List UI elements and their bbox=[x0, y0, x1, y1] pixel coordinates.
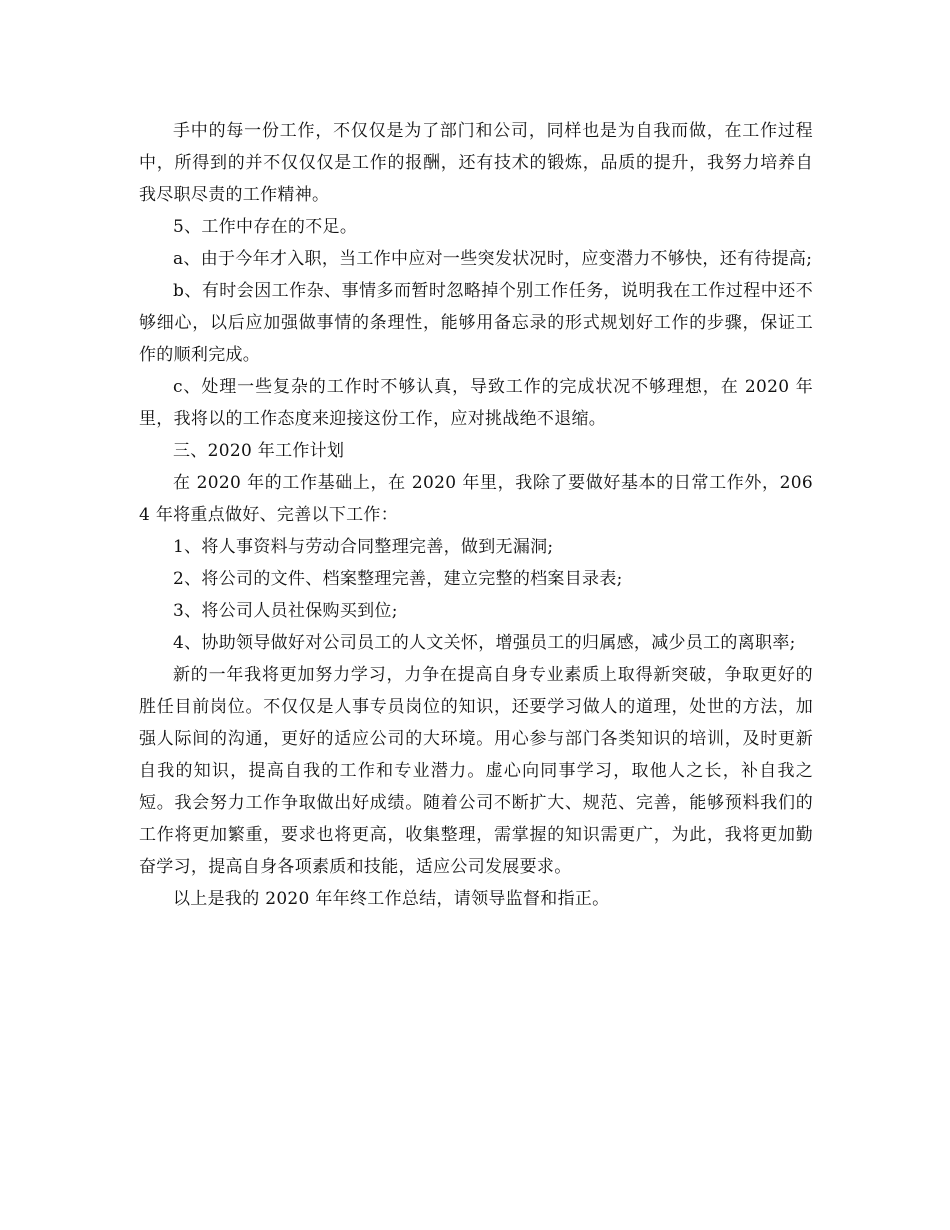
document-page bbox=[139, 115, 813, 915]
paragraph-shortcoming-b: b、有时会因工作杂、事情多而暂时忽略掉个别工作任务，说明我在工作过程中还不够细心，以后应加强做事情的条理性，能够用备忘录的形式规划好工作的步骤，保证工作的顺利完成。 bbox=[139, 281, 813, 365]
paragraph-shortcoming-a: a、由于今年才入职，当工作中应对一些突发状况时，应变潜力不够快，还有待提高; bbox=[173, 249, 813, 269]
paragraph-plan-intro: 在 2020 年的工作基础上，在 2020 年里，我除了要做好基本的日常工作外，2064 年将重点做好、完善以下工作： bbox=[139, 473, 813, 525]
heading-work-plan: 三、2020 年工作计划 bbox=[173, 441, 345, 461]
plan-item-3: 3、将公司人员社保购买到位; bbox=[173, 601, 398, 621]
paragraph-shortcoming-c: c、处理一些复杂的工作时不够认真，导致工作的完成状况不够理想，在 2020 年里，我将以的工作态度来迎接这份工作，应对挑战绝不退缩。 bbox=[139, 377, 813, 429]
paragraph-closing: 以上是我的 2020 年年终工作总结，请领导监督和指正。 bbox=[173, 889, 610, 909]
heading-shortcomings: 5、工作中存在的不足。 bbox=[173, 217, 358, 237]
plan-item-2: 2、将公司的文件、档案整理完善，建立完整的档案目录表; bbox=[173, 569, 623, 589]
plan-item-4: 4、协助领导做好对公司员工的人文关怀，增强员工的归属感，减少员工的离职率; bbox=[173, 633, 796, 653]
plan-item-1: 1、将人事资料与劳动合同整理完善，做到无漏洞; bbox=[173, 537, 554, 557]
paragraph-new-year-goals: 新的一年我将更加努力学习，力争在提高自身专业素质上取得新突破，争取更好的胜任目前岗位。不仅仅是人事专员岗位的知识，还要学习做人的道理，处世的方法，加强人际间的沟通，更好的适应公司的大环境。用心参与部门各类知识的培训，及时更新自我的知识，提高自我的工作和专业潜力。虚心向同事学习，取他人之长，补自我之短。我会努力工作争取做出好成绩。随着公司不断扩大、规范、完善，能够预料我们的工作将更加繁重，要求也将更高，收集整理，需掌握的知识需更广，为此，我将更加勤奋学习，提高自身各项素质和技能，适应公司发展要求。 bbox=[139, 665, 813, 877]
paragraph-work-attitude: 手中的每一份工作，不仅仅是为了部门和公司，同样也是为自我而做，在工作过程中，所得到的并不仅仅仅是工作的报酬，还有技术的锻炼，品质的提升，我努力培养自我尽职尽责的工作精神。 bbox=[139, 121, 813, 205]
